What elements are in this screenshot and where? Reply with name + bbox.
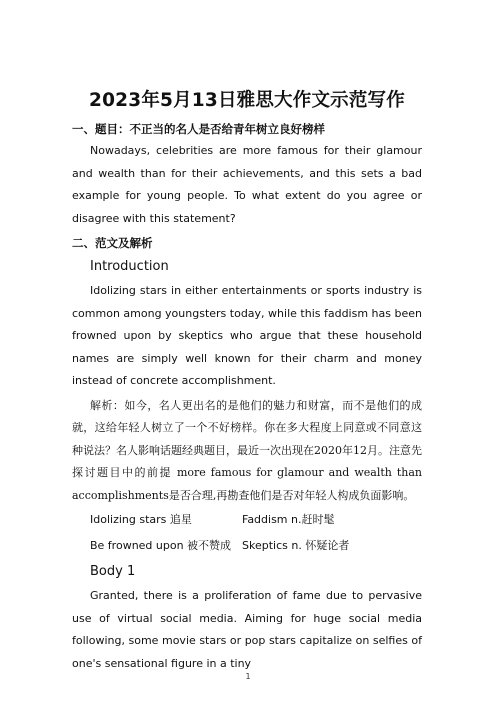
analysis-text: 解析：如今，名人更出名的是他们的魅力和财富，而不是他们的成就，这给年轻人树立了一个不好榜样。你在多大程度上同意或不同意这种说法？名人影响话题经典题目，最近一次出现在2020年12月。注意先探讨题目中的前提 more famous for glamour and wealth than accomplishments是否合理,再勘查他们是否对年轻人构成负面影响。 [72, 398, 422, 502]
introduction-title: Introduction [90, 259, 169, 274]
page-title: 2023年5月13日雅思大作文示范写作 [89, 90, 405, 111]
vocab-term: Idolizing stars 追星 [90, 513, 192, 526]
body1-title: Body 1 [90, 564, 136, 579]
section2-heading: 二、范文及解析 [72, 236, 153, 250]
body1-text: Granted, there is a proliferation of fame due to pervasive use of virtual social media. Aiming for huge social media following, some movie stars or pop stars capitalize on selfies of one's sensational figure in a tiny [72, 589, 422, 670]
vocab-row [72, 533, 422, 559]
page-content [72, 86, 422, 675]
page-number: 1 [245, 672, 251, 681]
vocab-row [72, 507, 422, 533]
vocab-term: Be frowned upon 被不赞成 [90, 539, 232, 552]
section1-heading: 一、题目：不正当的名人是否给青年树立良好榜样 [72, 122, 325, 136]
introduction-text: Idolizing stars in either entertainments or sports industry is common among youngsters today, while this faddism has been frowned upon by skeptics who argue that these household names are simply well known for their charm and money instead of concrete accomplishment. [72, 284, 422, 387]
vocab-term: Skeptics n. 怀疑论者 [242, 539, 350, 552]
vocab-term: Faddism n.赶时髦 [242, 513, 335, 526]
essay-prompt: Nowadays, celebrities are more famous for their glamour and wealth than for their achievements, and this sets a bad example for young people. To what extent do you agree or disagree with this statement? [72, 144, 422, 225]
